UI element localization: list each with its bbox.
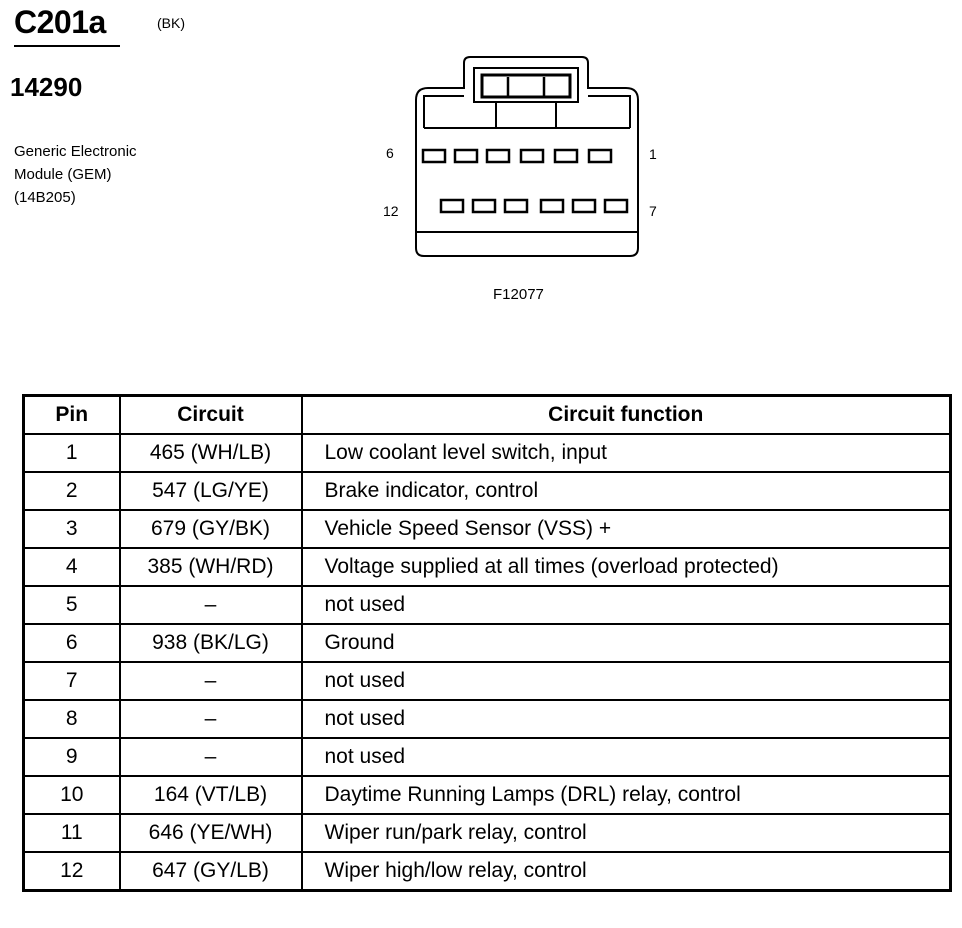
circuit-cell: 646 (YE/WH) [120, 814, 302, 852]
function-cell: not used [302, 586, 951, 624]
circuit-cell: 385 (WH/RD) [120, 548, 302, 586]
connector-face-diagram [408, 50, 648, 264]
pin-4-slot [487, 150, 509, 162]
pin-9-slot [541, 200, 563, 212]
connector-latch-inner [482, 75, 570, 97]
pin-cell: 1 [24, 434, 120, 472]
function-cell: not used [302, 662, 951, 700]
table-row [24, 662, 951, 700]
pin-cell: 5 [24, 586, 120, 624]
pin-11-slot [473, 200, 495, 212]
circuit-cell: 164 (VT/LB) [120, 776, 302, 814]
connector-color-code: (BK) [157, 15, 185, 31]
part-number: 14290 [10, 72, 83, 102]
circuit-cell: 938 (BK/LG) [120, 624, 302, 662]
function-cell: not used [302, 700, 951, 738]
pin-cell: 11 [24, 814, 120, 852]
pin-10-slot [505, 200, 527, 212]
table-row [24, 434, 951, 472]
pin-7-slot [605, 200, 627, 212]
module-description-line-1: Generic Electronic [14, 143, 137, 160]
table-row [24, 510, 951, 548]
pin-12-slot [441, 200, 463, 212]
function-cell: Wiper run/park relay, control [302, 814, 951, 852]
function-cell: Brake indicator, control [302, 472, 951, 510]
pin-cell: 6 [24, 624, 120, 662]
connector-title: C201a [14, 4, 106, 40]
header-pin: Pin [24, 396, 120, 435]
header-circuit: Circuit [120, 396, 302, 435]
pin-cell: 7 [24, 662, 120, 700]
pin-8-slot [573, 200, 595, 212]
table-row [24, 700, 951, 738]
table-row [24, 738, 951, 776]
function-cell: Ground [302, 624, 951, 662]
circuit-cell: – [120, 738, 302, 776]
pin-cell: 2 [24, 472, 120, 510]
function-cell: Wiper high/low relay, control [302, 852, 951, 891]
function-cell: Vehicle Speed Sensor (VSS) + [302, 510, 951, 548]
pin-1-slot [589, 150, 611, 162]
function-cell: Voltage supplied at all times (overload protected) [302, 548, 951, 586]
table-row [24, 852, 951, 891]
circuit-cell: 547 (LG/YE) [120, 472, 302, 510]
pin-3-slot [521, 150, 543, 162]
module-description-line-3: (14B205) [14, 189, 76, 206]
circuit-cell: 647 (GY/LB) [120, 852, 302, 891]
pin-cell: 10 [24, 776, 120, 814]
circuit-cell: – [120, 662, 302, 700]
pin-label-7: 7 [649, 203, 657, 219]
header-function: Circuit function [302, 396, 951, 435]
circuit-cell: 465 (WH/LB) [120, 434, 302, 472]
pin-cell: 4 [24, 548, 120, 586]
circuit-cell: 679 (GY/BK) [120, 510, 302, 548]
circuit-cell: – [120, 700, 302, 738]
pin-label-6: 6 [386, 145, 394, 161]
pin-label-12: 12 [383, 203, 399, 219]
function-cell: not used [302, 738, 951, 776]
table-row [24, 472, 951, 510]
figure-reference: F12077 [493, 286, 544, 303]
pin-label-1: 1 [649, 146, 657, 162]
circuit-cell: – [120, 586, 302, 624]
table-header-row [24, 396, 951, 435]
pin-cell: 12 [24, 852, 120, 891]
module-description-line-2: Module (GEM) [14, 166, 112, 183]
pin-cell: 9 [24, 738, 120, 776]
pin-6-slot [423, 150, 445, 162]
table-row [24, 624, 951, 662]
pin-table [22, 394, 952, 892]
connector-inner-outline [424, 96, 630, 128]
table-row [24, 548, 951, 586]
connector-body [416, 57, 638, 256]
title-underline [14, 45, 120, 47]
table-row [24, 814, 951, 852]
table-row [24, 776, 951, 814]
function-cell: Low coolant level switch, input [302, 434, 951, 472]
pin-5-slot [455, 150, 477, 162]
pin-cell: 8 [24, 700, 120, 738]
pin-2-slot [555, 150, 577, 162]
table-row [24, 586, 951, 624]
function-cell: Daytime Running Lamps (DRL) relay, control [302, 776, 951, 814]
pin-cell: 3 [24, 510, 120, 548]
